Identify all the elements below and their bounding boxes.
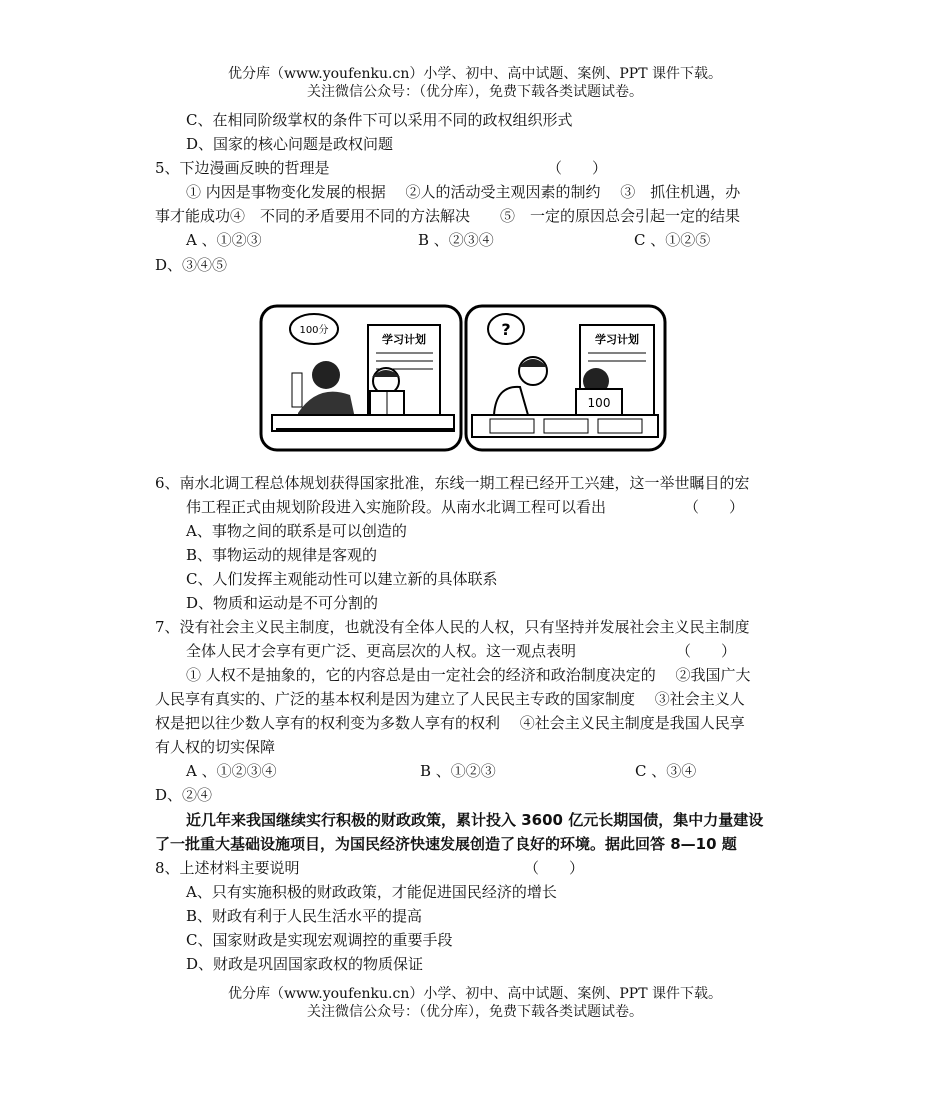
q6-stem-line-1: 6、南水北调工程总体规划获得国家批准，东线一期工程已经开工兴建，这一举世瞩目的宏 xyxy=(155,474,750,492)
footer-line-1: 优分库（www.youfenku.cn）小学、初中、高中试题、案例、PPT 课件下载。 xyxy=(227,986,722,1002)
right-score-text: 100 xyxy=(587,396,611,410)
right-bubble-text: ? xyxy=(501,320,511,339)
right-board-title: 学习计划 xyxy=(595,333,639,346)
q6-option-d: D、物质和运动是不可分割的 xyxy=(186,594,379,612)
q8-stem: 8、上述材料主要说明 xyxy=(155,859,300,877)
q4-option-d: D、国家的核心问题是政权问题 xyxy=(186,135,394,153)
q7-answer-paren: （ ） xyxy=(676,642,737,660)
header-line-1: 优分库（www.youfenku.cn）小学、初中、高中试题、案例、PPT 课件下载。 xyxy=(227,66,722,82)
q6-option-a: A、事物之间的联系是可以创造的 xyxy=(186,522,407,540)
q7-stem-line-1: 7、没有社会主义民主制度，也就没有全体人民的人权，只有坚持并发展社会主义民主制度 xyxy=(155,618,750,636)
left-board-title: 学习计划 xyxy=(382,333,426,346)
q8-option-c: C、国家财政是实现宏观调控的重要手段 xyxy=(186,931,453,949)
q7-stem-line-2: 全体人民才会享有更广泛、更高层次的人权。这一观点表明 xyxy=(186,642,577,660)
header-line-2: 关注微信公众号：（优分库），免费下载各类试题试卷。 xyxy=(307,84,643,100)
q8-option-a: A、只有实施积极的财政政策，才能促进国民经济的增长 xyxy=(186,883,557,901)
q7-option-b: B 、①②③ xyxy=(420,762,496,780)
q6-answer-paren: （ ） xyxy=(684,498,745,516)
q7-option-c: C 、③④ xyxy=(635,762,697,780)
q8-option-d: D、财政是巩固国家政权的物质保证 xyxy=(186,955,424,973)
q7-items-line-2: 人民享有真实的、广泛的基本权利是因为建立了人民民主专政的国家制度 ③社会主义人 xyxy=(155,690,745,708)
q5-items-line-2: 事才能成功④ 不同的矛盾要用不同的方法解决 ⑤ 一定的原因总会引起一定的结果 xyxy=(155,207,741,225)
q7-items-line-4: 有人权的切实保障 xyxy=(155,738,276,756)
footer-line-2: 关注微信公众号：（优分库），免费下载各类试题试卷。 xyxy=(307,1004,643,1020)
material-line-1: 近几年来我国继续实行积极的财政政策，累计投入 3600 亿元长期国债，集中力量建设 xyxy=(186,811,764,829)
cartoon-panel-left xyxy=(261,306,461,450)
q8-answer-paren: （ ） xyxy=(524,859,585,877)
q8-option-b: B、财政有利于人民生活水平的提高 xyxy=(186,907,423,925)
q5-option-a: A 、①②③ xyxy=(186,231,262,249)
cartoon-image xyxy=(258,303,668,453)
q6-option-c: C、人们发挥主观能动性可以建立新的具体联系 xyxy=(186,570,498,588)
q6-stem-line-2: 伟工程正式由规划阶段进入实施阶段。从南水北调工程可以看出 xyxy=(186,498,607,516)
q5-stem: 5、下边漫画反映的哲理是 xyxy=(155,159,330,177)
q7-option-a: A 、①②③④ xyxy=(186,762,277,780)
material-line-2: 了一批重大基础设施项目，为国民经济快速发展创造了良好的环境。据此回答 8—10 题 xyxy=(155,835,737,853)
q5-option-c: C 、①②⑤ xyxy=(634,231,711,249)
q5-items-line-1: ① 内因是事物变化发展的根据 ②人的活动受主观因素的制约 ③ 抓住机遇，办 xyxy=(186,183,741,201)
left-bubble-text: 100分 xyxy=(299,325,329,336)
cartoon-panel-right xyxy=(466,306,665,450)
q5-answer-paren: （ ） xyxy=(547,159,608,177)
q4-option-c: C、在相同阶级掌权的条件下可以采用不同的政权组织形式 xyxy=(186,111,573,129)
q5-option-b: B 、②③④ xyxy=(418,231,494,249)
q5-option-d: D、③④⑤ xyxy=(155,256,228,274)
q7-items-line-3: 权是把以往少数人享有的权利变为多数人享有的权利 ④社会主义民主制度是我国人民享 xyxy=(155,714,745,732)
q7-items-line-1: ① 人权不是抽象的，它的内容总是由一定社会的经济和政治制度决定的 ②我国广大 xyxy=(186,666,751,684)
q7-option-d: D、②④ xyxy=(155,786,213,804)
q6-option-b: B、事物运动的规律是客观的 xyxy=(186,546,378,564)
